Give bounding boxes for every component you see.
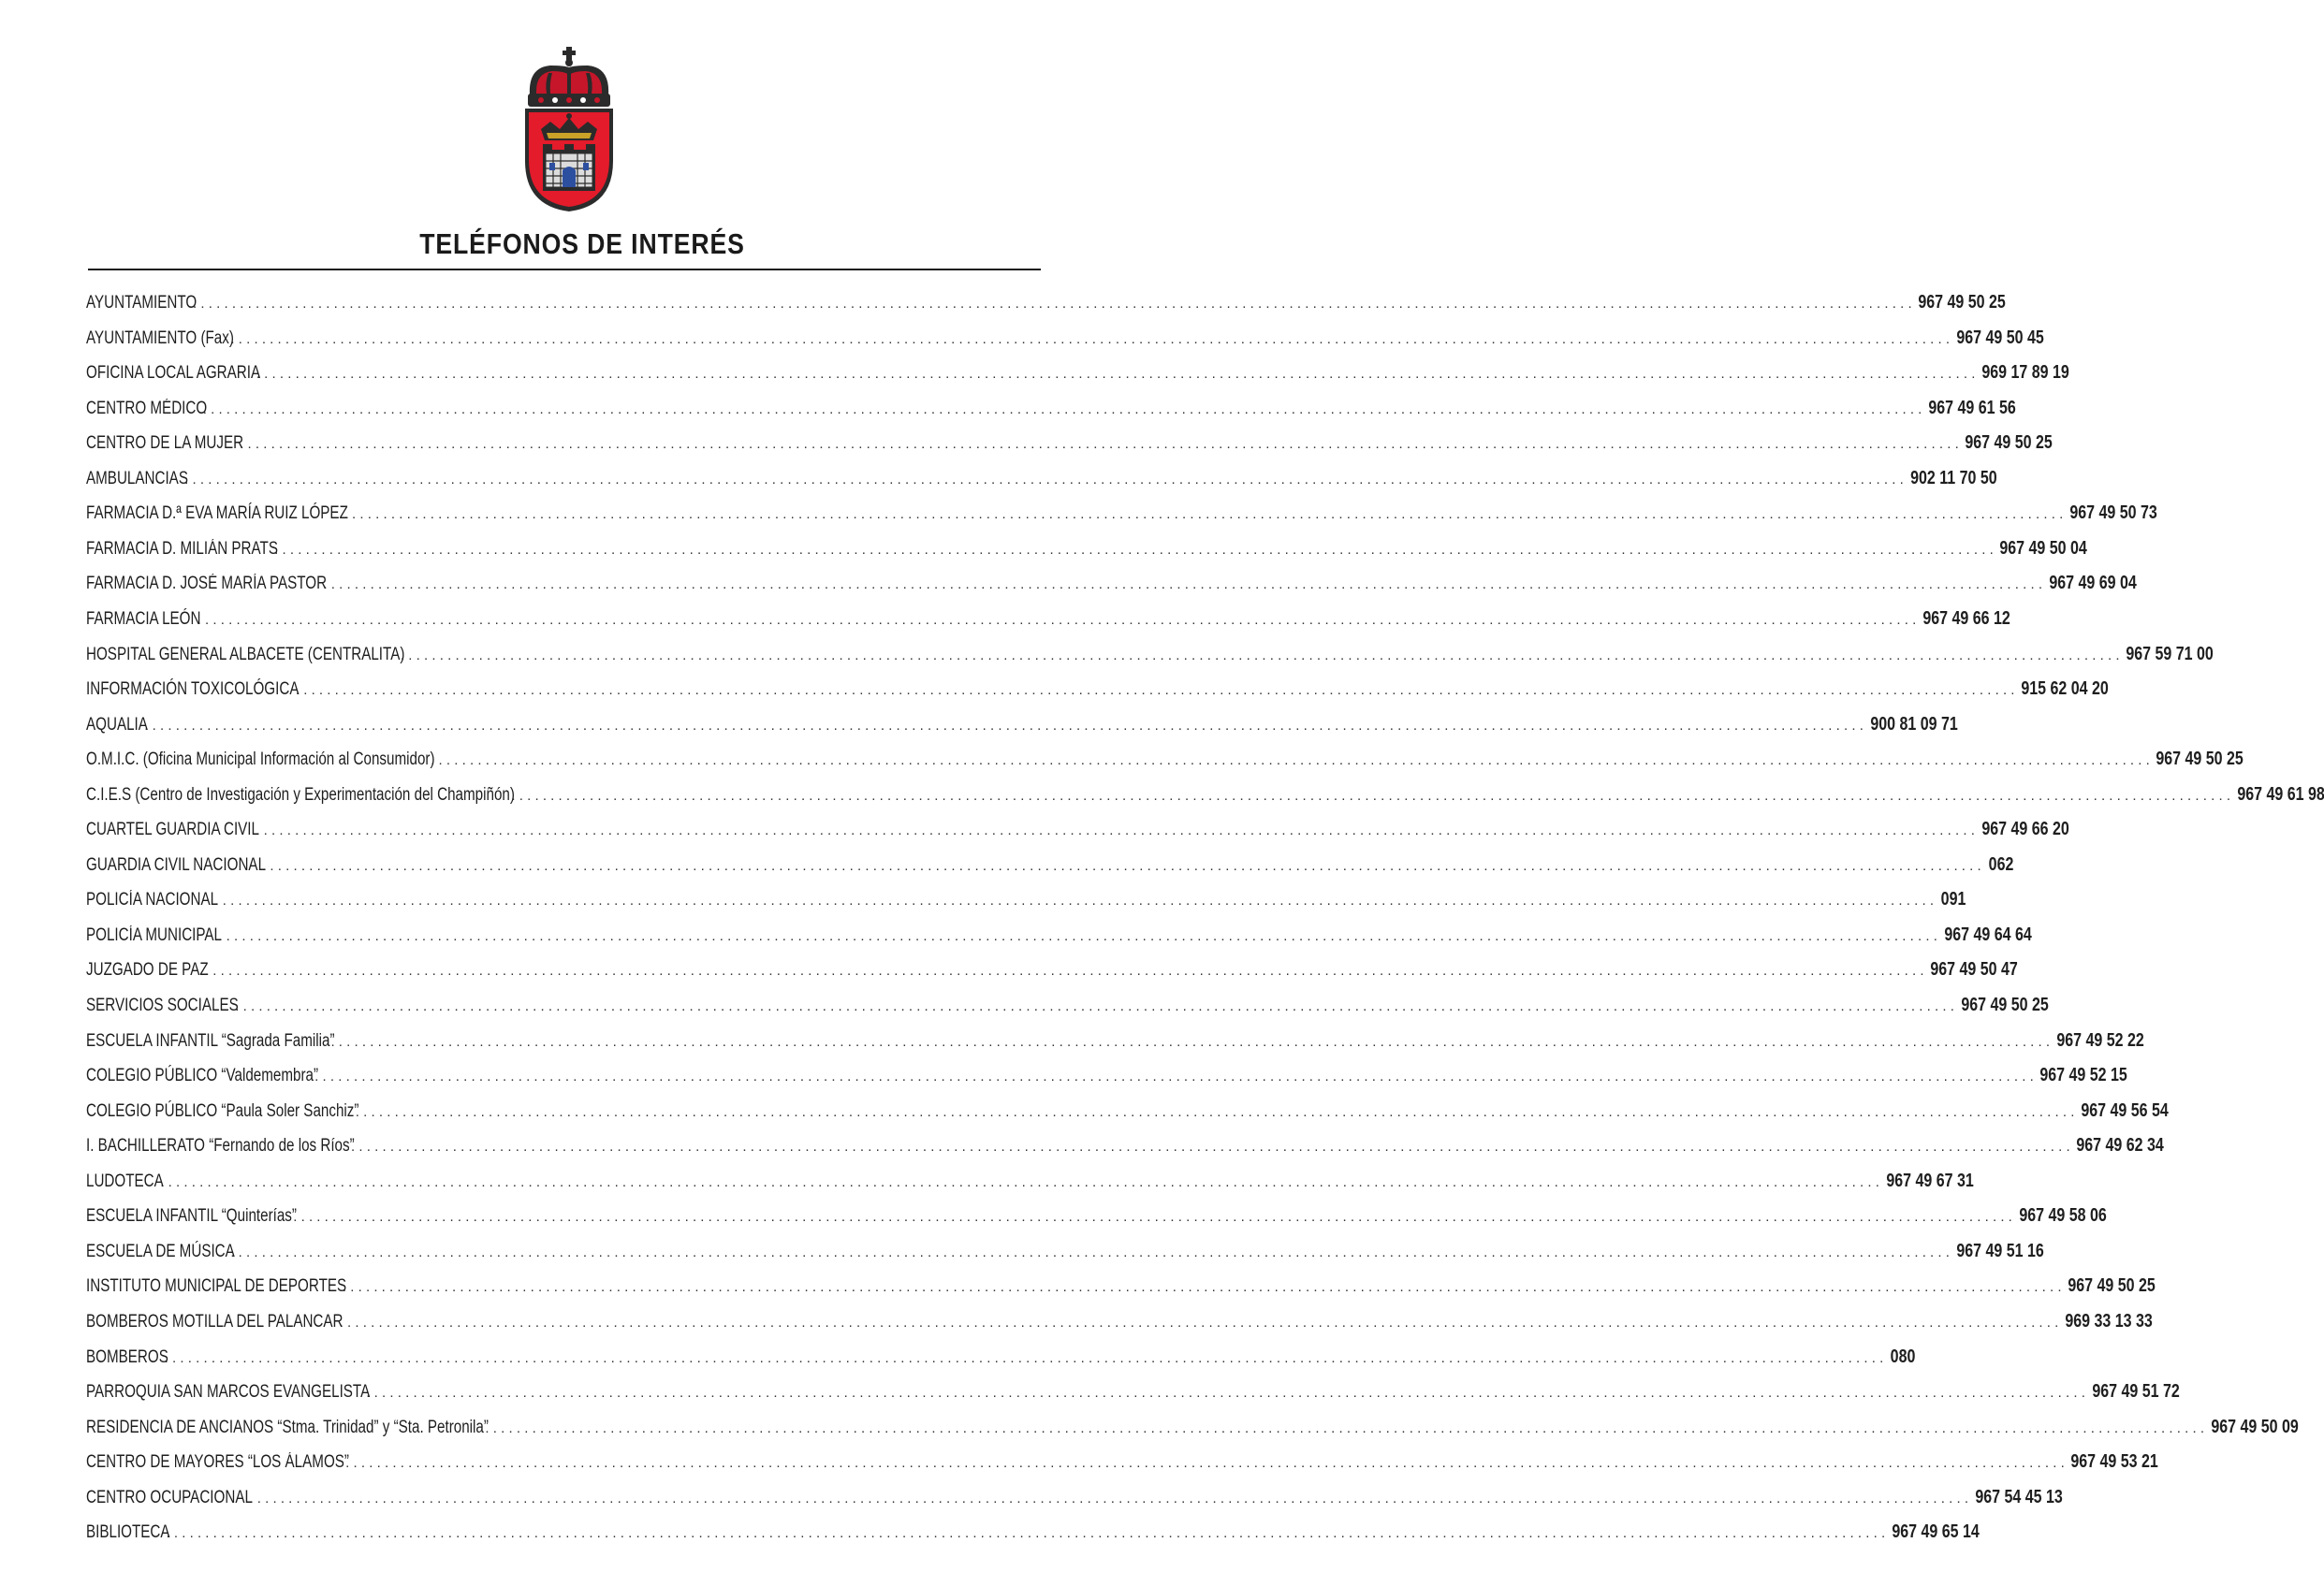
- dot-leader: ............................................................................................................................................................................................................................: [351, 1139, 2074, 1156]
- dot-leader: ............................................................................................................................................................................................................................: [339, 1314, 2063, 1331]
- entry-name: COLEGIO PÚBLICO “Paula Soler Sanchiz”: [86, 1100, 359, 1121]
- directory-row: [86, 991, 2049, 1019]
- entry-phone: 967 49 50 09: [2211, 1416, 2299, 1437]
- directory-row: [86, 1167, 1974, 1195]
- entry-name: CENTRO DE MAYORES “LOS ÁLAMOS”: [86, 1452, 349, 1473]
- entry-name: SERVICIOS SOCIALES: [86, 996, 239, 1015]
- entry-phone: 967 49 50 04: [1999, 537, 2088, 559]
- dot-leader: ............................................................................................................................................................................................................................: [295, 682, 2019, 699]
- entry-name: COLEGIO PÚBLICO “Valdemembra”: [86, 1066, 319, 1086]
- dot-leader: ............................................................................................................................................................................................................................: [345, 1455, 2069, 1472]
- directory-row: [86, 885, 1966, 913]
- dot-leader: ............................................................................................................................................................................................................................: [144, 717, 1868, 734]
- directory-row: [86, 1237, 2044, 1265]
- dot-leader: ............................................................................................................................................................................................................................: [366, 1385, 2090, 1402]
- entry-phone: 967 49 64 64: [1943, 924, 2032, 945]
- dot-leader: ............................................................................................................................................................................................................................: [184, 471, 1908, 488]
- directory-row: [86, 429, 2054, 457]
- entry-name: GUARDIA CIVIL NACIONAL: [86, 854, 267, 875]
- entry-name: I. BACHILLERATO “Fernando de los Ríos”: [86, 1136, 355, 1157]
- directory-row: [86, 921, 2032, 949]
- dot-leader: ............................................................................................................................................................................................................................: [342, 1279, 2066, 1296]
- dot-leader: ............................................................................................................................................................................................................................: [262, 857, 1985, 874]
- directory-row: [86, 1131, 2165, 1159]
- entry-name: AYUNTAMIENTO (Fax): [86, 328, 234, 348]
- directory-row: [86, 851, 2013, 879]
- entry-name: HOSPITAL GENERAL ALBACETE (CENTRALITA): [86, 644, 405, 664]
- directory-row: [86, 1343, 1916, 1371]
- entry-name: C.I.E.S (Centro de Investigación y Experimentación del Champiñón): [86, 784, 515, 805]
- dot-leader: ............................................................................................................................................................................................................................: [400, 647, 2124, 663]
- directory-row: [86, 1097, 2169, 1125]
- directory-row: [86, 1483, 2063, 1511]
- directory-row: [86, 499, 2157, 527]
- entry-phone: 967 54 45 13: [1974, 1486, 2063, 1507]
- entry-name: CENTRO DE LA MUJER: [86, 433, 244, 454]
- entry-phone: 967 49 58 06: [2018, 1205, 2107, 1227]
- title-divider: [88, 269, 1041, 270]
- entry-name: AYUNTAMIENTO: [86, 293, 197, 313]
- dot-leader: ............................................................................................................................................................................................................................: [343, 506, 2068, 523]
- dot-leader: ............................................................................................................................................................................................................................: [193, 296, 1916, 312]
- dot-leader: ............................................................................................................................................................................................................................: [355, 1103, 2079, 1120]
- dot-leader: ............................................................................................................................................................................................................................: [293, 1209, 2017, 1226]
- dot-leader: ............................................................................................................................................................................................................................: [485, 1419, 2209, 1436]
- entry-phone: 967 49 51 16: [1955, 1240, 2044, 1261]
- entry-name: POLICÍA MUNICIPAL: [86, 924, 223, 945]
- entry-phone: 967 49 62 34: [2076, 1135, 2165, 1157]
- entry-phone: 967 49 50 47: [1930, 959, 2018, 981]
- directory-row: [86, 710, 1958, 738]
- directory-row: [86, 1201, 2107, 1230]
- dot-leader: ............................................................................................................................................................................................................................: [230, 1244, 1954, 1260]
- directory-row: [86, 324, 2044, 352]
- directory-row: [86, 1061, 2128, 1089]
- dot-leader: ............................................................................................................................................................................................................................: [166, 1525, 1890, 1542]
- dot-leader: ............................................................................................................................................................................................................................: [202, 400, 1926, 417]
- directory-row: [86, 955, 2018, 983]
- entry-name: INSTITUTO MUNICIPAL DE DEPORTES: [86, 1276, 347, 1297]
- directory-row: [86, 745, 2244, 773]
- directory-row: [86, 675, 2109, 703]
- dot-leader: ............................................................................................................................................................................................................................: [314, 1069, 2038, 1085]
- entry-name: CENTRO MÉDICO: [86, 398, 208, 418]
- entry-phone: 967 49 52 22: [2056, 1029, 2144, 1051]
- dot-leader: ............................................................................................................................................................................................................................: [164, 1349, 1888, 1366]
- dot-leader: ............................................................................................................................................................................................................................: [256, 366, 1980, 383]
- directory-row: [86, 780, 2324, 808]
- entry-phone: 967 49 50 25: [1960, 995, 2049, 1015]
- entry-phone: 969 17 89 19: [1981, 362, 2069, 384]
- entry-name: PARROQUIA SAN MARCOS EVANGELISTA: [86, 1382, 371, 1403]
- directory-row: [86, 569, 2137, 597]
- entry-name: CUARTEL GUARDIA CIVIL: [86, 820, 259, 840]
- dot-leader: ............................................................................................................................................................................................................................: [511, 787, 2235, 804]
- directory-row: [86, 1272, 2156, 1300]
- entry-name: LUDOTECA: [86, 1171, 164, 1191]
- dot-leader: ............................................................................................................................................................................................................................: [230, 330, 1954, 347]
- directory-row: [86, 1413, 2299, 1441]
- entry-name: AMBULANCIAS: [86, 468, 188, 488]
- directory-row: [86, 1448, 2159, 1476]
- entry-phone: 967 49 52 15: [2039, 1065, 2128, 1086]
- entry-phone: 902 11 70 50: [1909, 467, 1997, 488]
- dot-leader: ............................................................................................................................................................................................................................: [197, 611, 1921, 628]
- directory-row: [86, 640, 2214, 668]
- entry-phone: 062: [1988, 853, 2013, 875]
- entry-phone: 967 49 50 25: [2068, 1275, 2156, 1297]
- entry-name: BOMBEROS MOTILLA DEL PALANCAR: [86, 1311, 343, 1332]
- coat-of-arms-icon: [522, 47, 616, 215]
- entry-name: POLICÍA NACIONAL: [86, 890, 219, 910]
- entry-name: RESIDENCIA DE ANCIANOS “Stma. Trinidad” y “Sta. Petronila”: [86, 1417, 489, 1437]
- entry-name: OFICINA LOCAL AGRARIA: [86, 363, 261, 384]
- entry-phone: 967 49 67 31: [1885, 1170, 1974, 1191]
- dot-leader: ............................................................................................................................................................................................................................: [240, 436, 1964, 453]
- directory-row: [86, 1518, 1980, 1546]
- entry-phone: 967 49 50 25: [2156, 749, 2244, 770]
- dot-leader: ............................................................................................................................................................................................................................: [204, 963, 1928, 980]
- entry-phone: 967 49 50 25: [1965, 432, 2054, 454]
- entry-phone: 967 49 50 45: [1955, 327, 2044, 348]
- directory-row: [86, 1377, 2180, 1405]
- entry-phone: 967 49 61 98: [2236, 783, 2324, 805]
- entry-phone: 080: [1890, 1346, 1916, 1367]
- dot-leader: ............................................................................................................................................................................................................................: [274, 541, 1998, 558]
- entry-name: BIBLIOTECA: [86, 1522, 170, 1543]
- dot-leader: ............................................................................................................................................................................................................................: [330, 1033, 2054, 1050]
- entry-phone: 915 62 04 20: [2021, 678, 2109, 700]
- entry-name: ESCUELA INFANTIL “Quinterías”: [86, 1206, 297, 1227]
- entry-name: FARMACIA D.ª EVA MARÍA RUIZ LÓPEZ: [86, 503, 348, 524]
- dot-leader: ............................................................................................................................................................................................................................: [323, 576, 2047, 593]
- dot-leader: ............................................................................................................................................................................................................................: [256, 822, 1980, 839]
- entry-name: ESCUELA DE MÚSICA: [86, 1241, 235, 1261]
- dot-leader: ............................................................................................................................................................................................................................: [218, 927, 1942, 944]
- entry-phone: 969 33 13 33: [2065, 1310, 2153, 1332]
- directory-row: [86, 534, 2088, 562]
- directory-row: [86, 1026, 2144, 1055]
- dot-leader: ............................................................................................................................................................................................................................: [249, 1490, 1973, 1506]
- dot-leader: ............................................................................................................................................................................................................................: [431, 752, 2155, 769]
- dot-leader: ............................................................................................................................................................................................................................: [214, 893, 1938, 910]
- entry-phone: 967 49 66 20: [1981, 819, 2069, 840]
- entry-name: JUZGADO DE PAZ: [86, 960, 209, 981]
- entry-phone: 967 49 65 14: [1892, 1521, 1980, 1543]
- entry-phone: 967 49 50 25: [1918, 292, 2007, 313]
- entry-name: AQUALIA: [86, 714, 148, 735]
- entry-phone: 967 49 61 56: [1928, 397, 2016, 418]
- dot-leader: ............................................................................................................................................................................................................................: [235, 998, 1959, 1014]
- directory-row: [86, 464, 1997, 492]
- entry-name: O.M.I.C. (Oficina Municipal Información al Consumidor): [86, 750, 435, 770]
- directory-row: [86, 815, 2069, 843]
- entry-name: ESCUELA INFANTIL “Sagrada Familia”: [86, 1030, 335, 1051]
- dot-leader: ............................................................................................................................................................................................................................: [160, 1173, 1884, 1190]
- entry-phone: 967 49 50 73: [2069, 502, 2157, 524]
- entry-phone: 967 49 66 12: [1922, 607, 2010, 629]
- entry-phone: 967 49 56 54: [2081, 1099, 2169, 1121]
- entry-name: FARMACIA LEÓN: [86, 608, 201, 629]
- entry-name: INFORMACIÓN TOXICOLÓGICA: [86, 679, 300, 700]
- entry-phone: 967 59 71 00: [2126, 643, 2214, 664]
- directory-row: [86, 394, 2016, 422]
- directory-row: [86, 288, 2007, 316]
- directory-row: [86, 604, 2010, 633]
- entry-phone: 967 49 51 72: [2091, 1381, 2180, 1403]
- entry-name: BOMBEROS: [86, 1346, 168, 1367]
- entry-phone: 091: [1940, 889, 1966, 910]
- entry-name: FARMACIA D. MILIÁN PRATS: [86, 538, 278, 559]
- entry-phone: 967 49 53 21: [2070, 1451, 2159, 1473]
- page-title: TELÉFONOS DE INTERÉS: [419, 227, 745, 260]
- directory-row: [86, 358, 2069, 386]
- entry-name: FARMACIA D. JOSÉ MARÍA PASTOR: [86, 574, 328, 594]
- directory-row: [86, 1307, 2153, 1335]
- entry-phone: 967 49 69 04: [2049, 573, 2137, 594]
- entry-phone: 900 81 09 71: [1869, 713, 1958, 735]
- entry-name: CENTRO OCUPACIONAL: [86, 1487, 253, 1507]
